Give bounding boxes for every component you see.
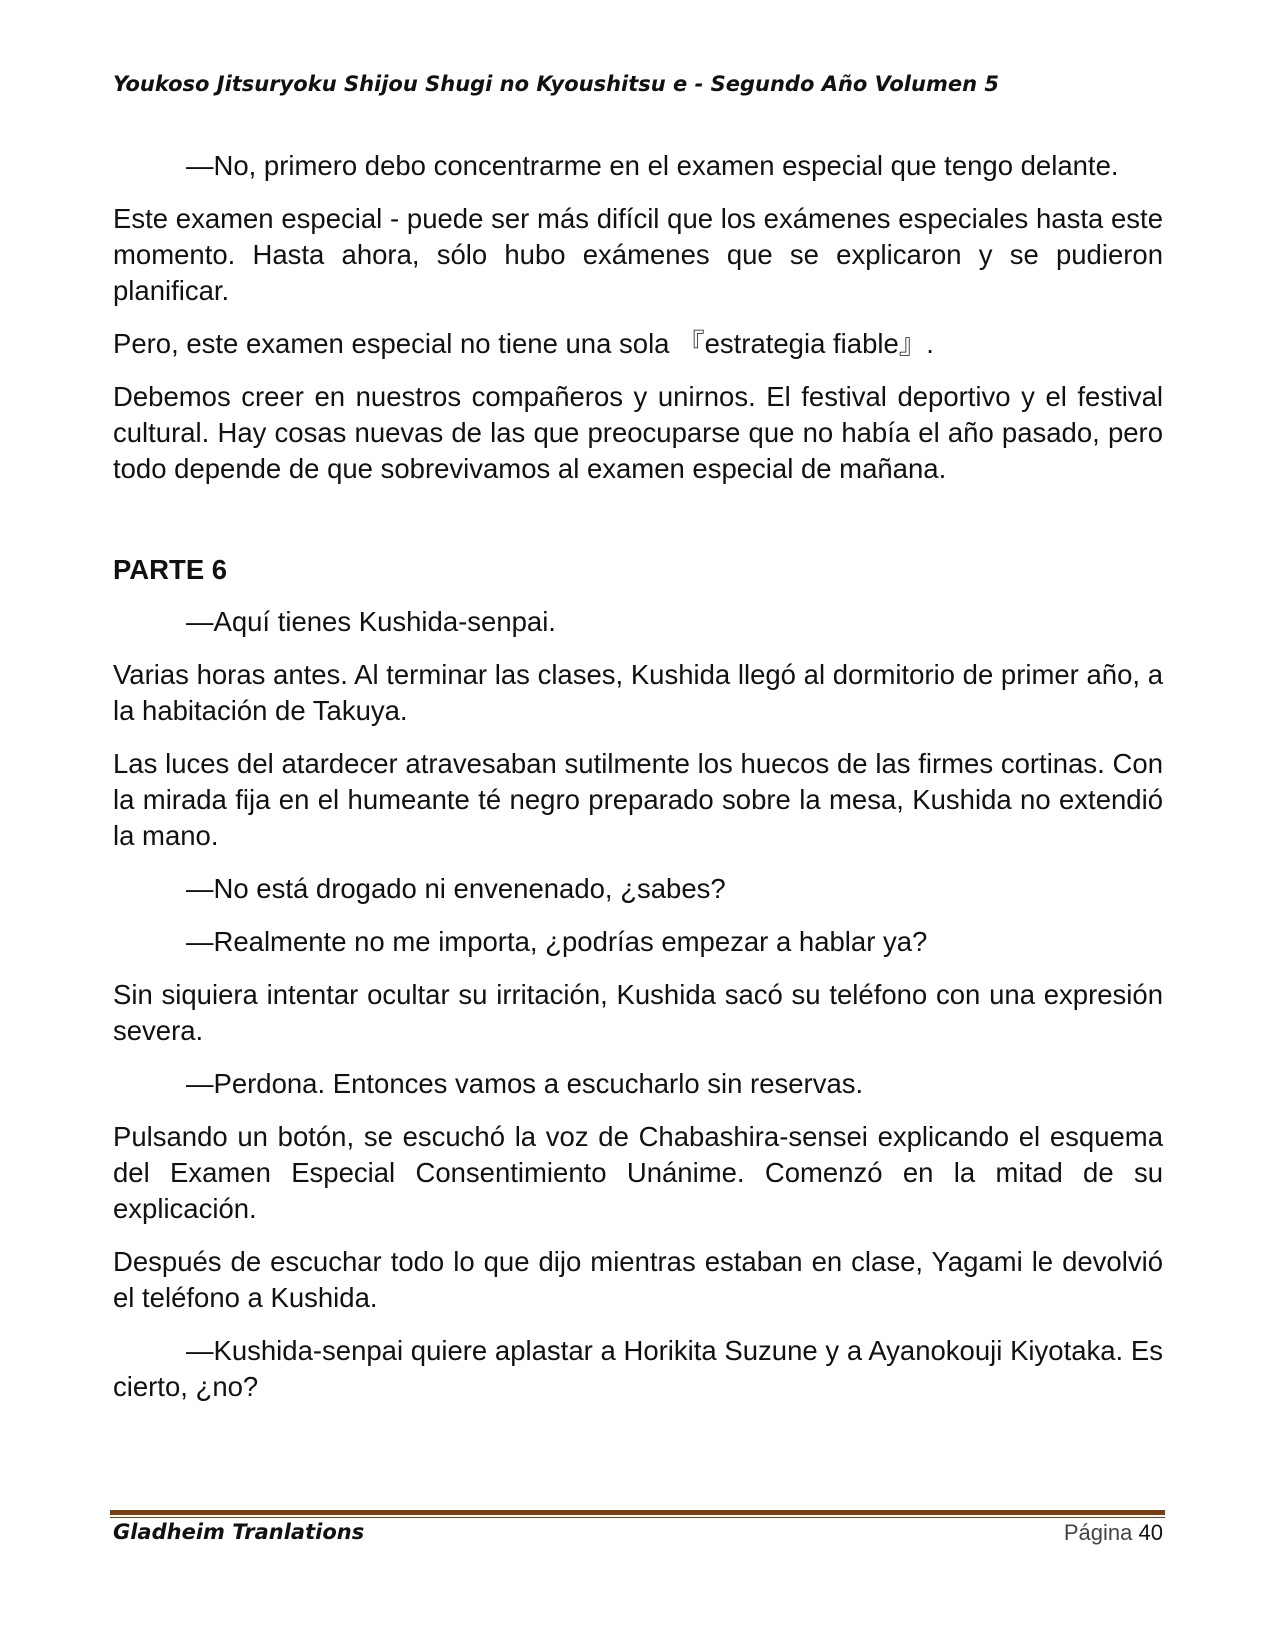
paragraph: Debemos creer en nuestros compañeros y unirnos. El festival deportivo y el festival cultural. Hay cosas nuevas de las que preocuparse que no había el año pasado, pero todo depende de que sobrevivamos al examen especial de mañana.: [113, 381, 1163, 484]
page-body: [113, 148, 1163, 1422]
paragraph: Pero, este examen especial no tiene una sola 『estrategia fiable』.: [113, 328, 934, 359]
paragraph: —Aquí tienes Kushida-senpai.: [186, 606, 556, 637]
footer-rule: [110, 1510, 1165, 1519]
paragraph: Las luces del atardecer atravesaban sutilmente los huecos de las firmes cortinas. Con la mirada fija en el humeante té negro preparado sobre la mesa, Kushida no extendió la mano.: [113, 748, 1163, 851]
footer-rule-thin: [110, 1517, 1165, 1518]
paragraph: —Realmente no me importa, ¿podrías empezar a hablar ya?: [186, 926, 928, 957]
paragraph: —Perdona. Entonces vamos a escucharlo sin reservas.: [186, 1068, 864, 1099]
paragraph: Este examen especial - puede ser más difícil que los exámenes especiales hasta este momento. Hasta ahora, sólo hubo exámenes que se explicaron y se pudieron planificar.: [113, 203, 1163, 306]
paragraph: Varias horas antes. Al terminar las clases, Kushida llegó al dormitorio de primer año, a la habitación de Takuya.: [113, 659, 1163, 726]
paragraph: —No está drogado ni envenenado, ¿sabes?: [186, 873, 726, 904]
page-header-title: Youkoso Jitsuryoku Shijou Shugi no Kyoushitsu e - Segundo Año Volumen 5: [113, 72, 999, 96]
footer-credit: Gladheim Tranlations: [113, 1520, 365, 1544]
page-label: Página: [1063, 1520, 1133, 1545]
section-heading: PARTE 6: [113, 554, 228, 585]
footer-rule-thick: [110, 1510, 1165, 1515]
paragraph: —No, primero debo concentrarme en el examen especial que tengo delante.: [186, 150, 1119, 181]
paragraph: —Kushida-senpai quiere aplastar a Horikita Suzune y a Ayanokouji Kiyotaka. Es cierto, ¿no?: [113, 1335, 1163, 1402]
footer-page: [1064, 1520, 1163, 1546]
section-spacer: [113, 504, 1163, 552]
paragraph: Sin siquiera intentar ocultar su irritación, Kushida sacó su teléfono con una expresión severa.: [113, 979, 1163, 1046]
paragraph: Pulsando un botón, se escuchó la voz de Chabashira-sensei explicando el esquema del Examen Especial Consentimiento Unánime. Comenzó en la mitad de su explicación.: [113, 1121, 1163, 1224]
page-number: 40: [1138, 1520, 1163, 1545]
paragraph: Después de escuchar todo lo que dijo mientras estaban en clase, Yagami le devolvió el teléfono a Kushida.: [113, 1246, 1163, 1313]
